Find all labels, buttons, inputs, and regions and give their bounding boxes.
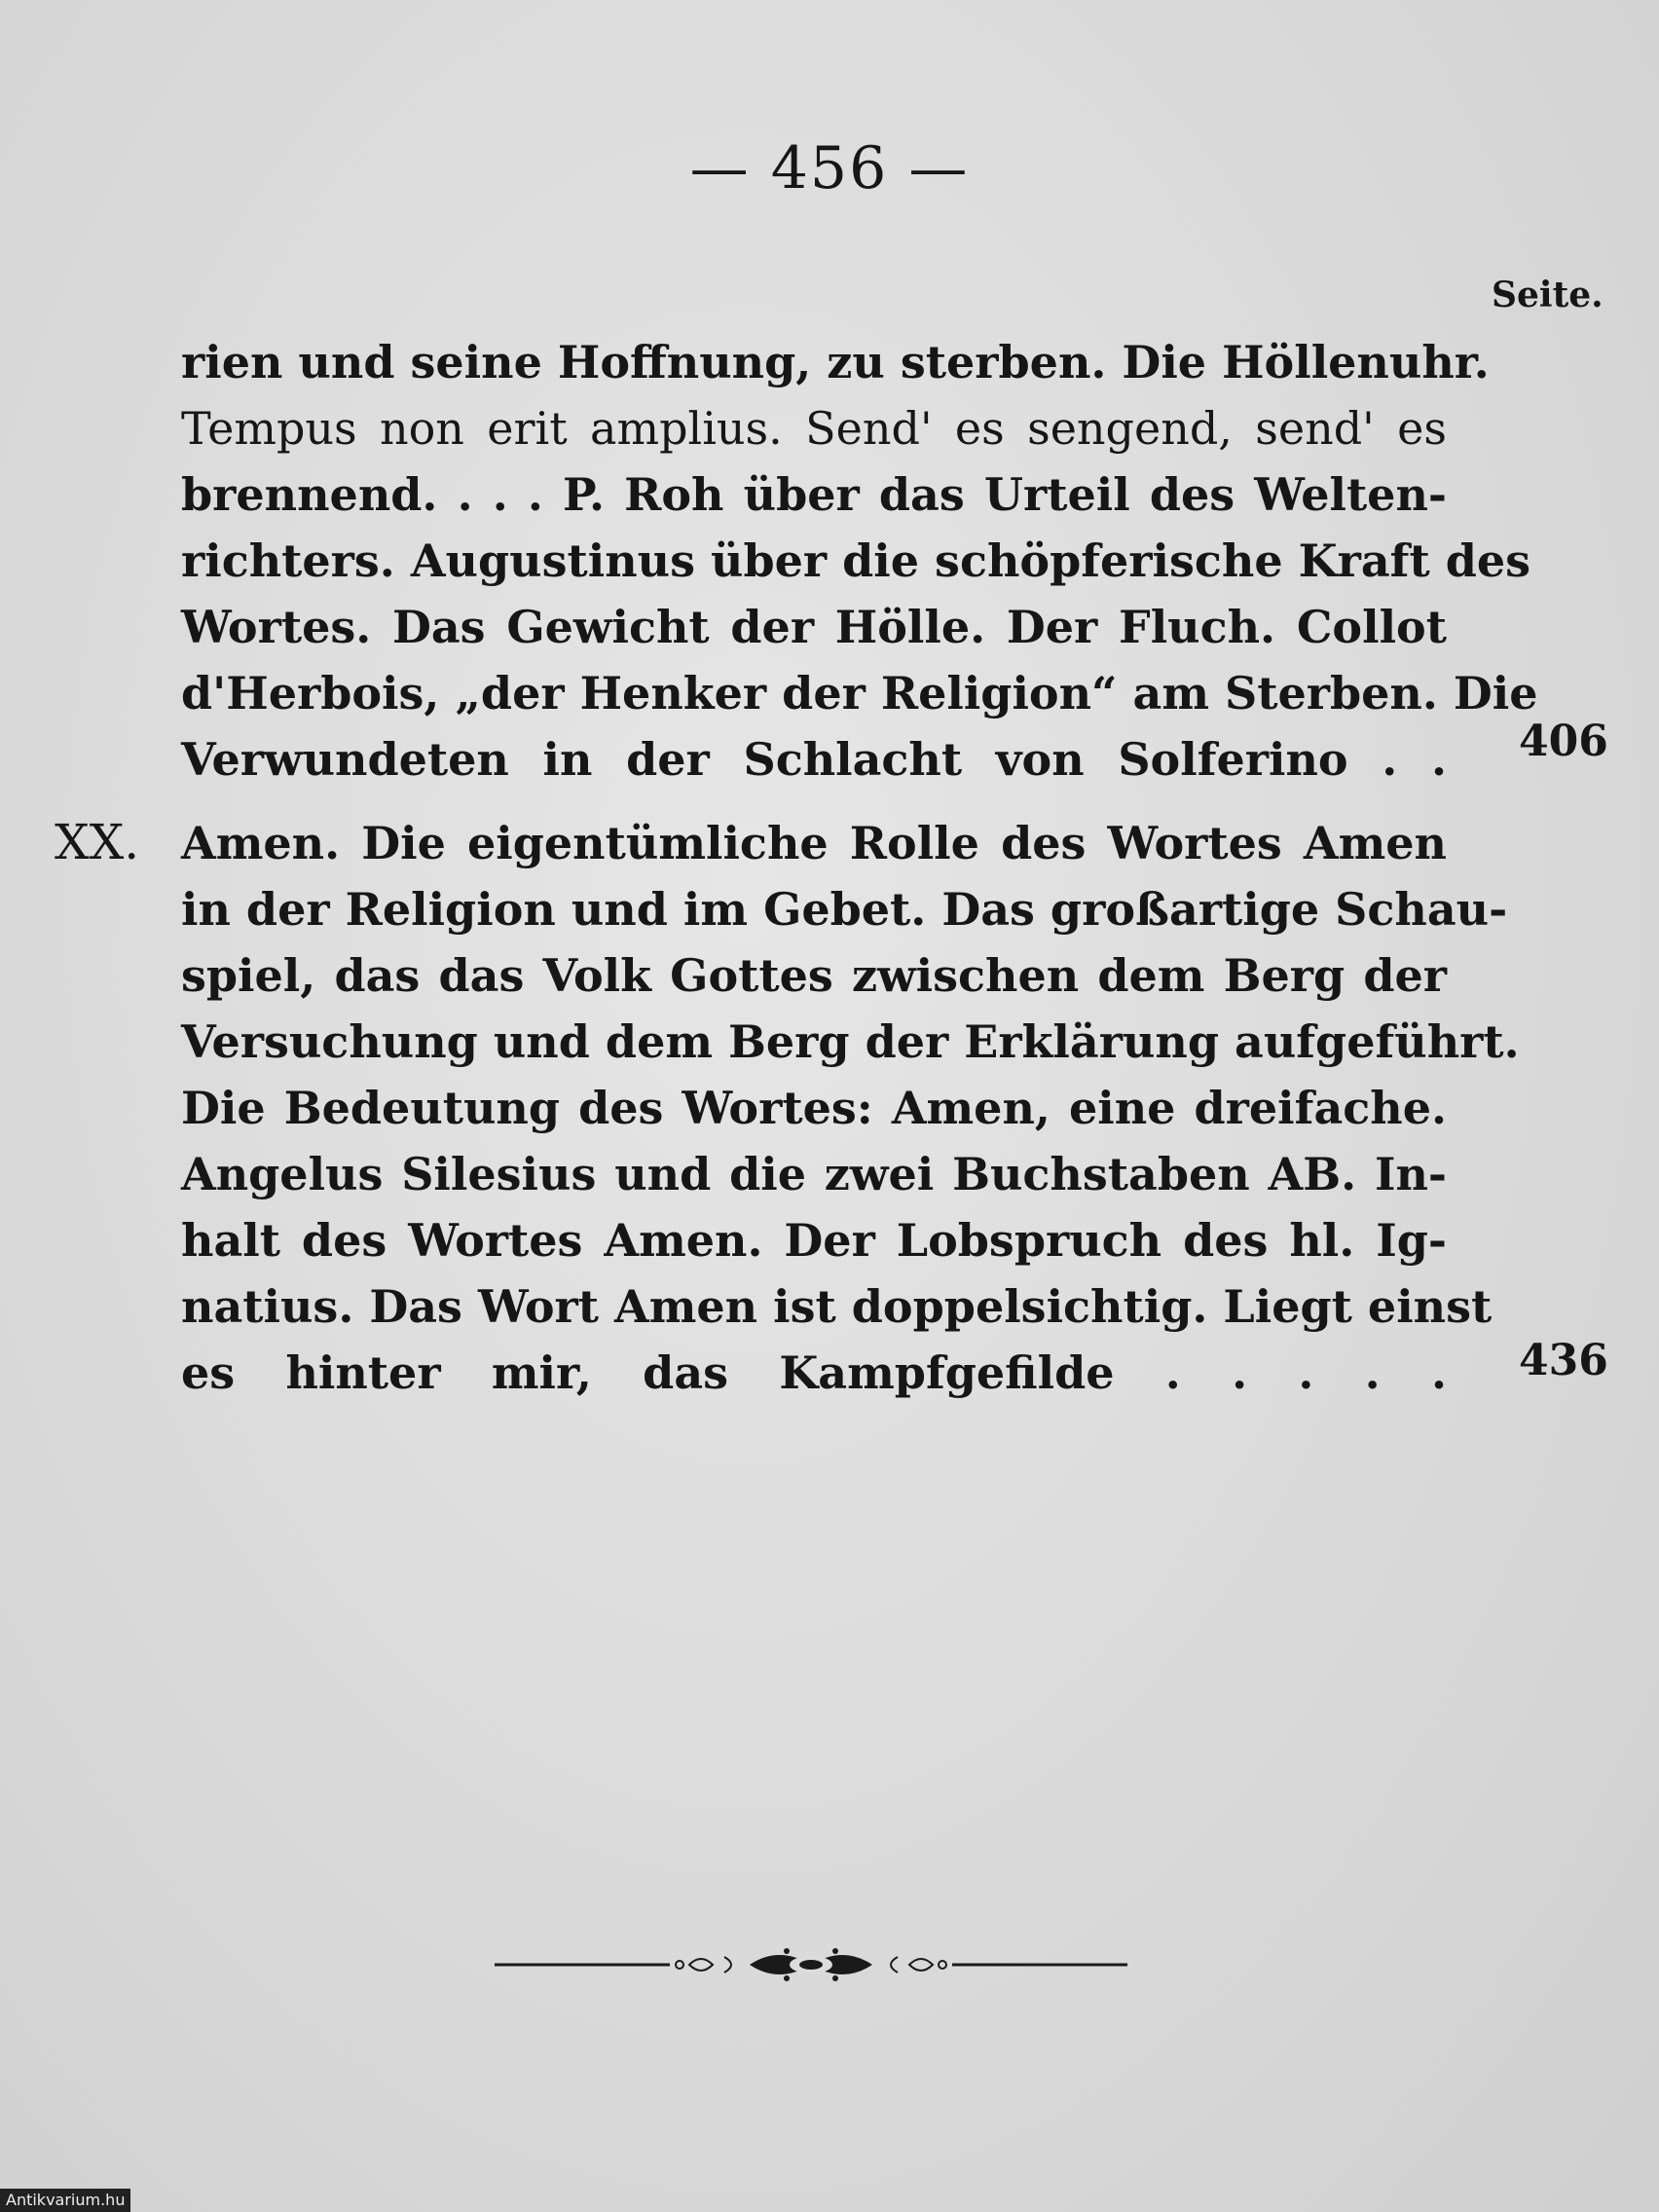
- entry-line: Tempus non erit amplius. Send' es sengend, send' es: [181, 402, 1447, 455]
- ornament-divider-icon: [495, 1943, 1127, 1986]
- entry-line: Angelus Silesius und die zwei Buchstaben AB. In-: [181, 1148, 1447, 1200]
- entry-line: brennend. . . . P. Roh über das Urteil des Welten-: [181, 468, 1447, 521]
- entry-page-number: 406: [1519, 717, 1608, 766]
- entry-text: [181, 329, 1538, 793]
- entry-line: d'Herbois, „der Henker der Religion“ am Sterben. Die: [181, 667, 1538, 719]
- entry-line: Versuchung und dem Berg der Erklärung aufgeführt.: [181, 1015, 1520, 1068]
- entry-line: halt des Wortes Amen. Der Lobspruch des hl. Ig-: [181, 1214, 1447, 1267]
- entry-line: richters. Augustinus über die schöpferische Kraft des: [181, 535, 1531, 587]
- page-number-header: — 456 —: [689, 134, 970, 203]
- entry-number: XX.: [55, 814, 140, 870]
- entry-line: natius. Das Wort Amen ist doppelsichtig. Liegt einst: [181, 1280, 1493, 1333]
- entry-line: rien und seine Hoffnung, zu sterben. Die Höllenuhr.: [181, 336, 1490, 388]
- entry-text: [181, 810, 1520, 1406]
- entry-page-number: 436: [1519, 1336, 1608, 1385]
- entry-line: es hinter mir, das Kampfgefilde . . . . .: [181, 1346, 1447, 1399]
- entry-line: Die Bedeutung des Wortes: Amen, eine dreifache.: [181, 1082, 1447, 1134]
- entry-line: spiel, das das Volk Gottes zwischen dem Berg der: [181, 949, 1447, 1002]
- entry-line: in der Religion und im Gebet. Das großartige Schau-: [181, 883, 1508, 936]
- entry-line: Wortes. Das Gewicht der Hölle. Der Fluch. Collot: [181, 601, 1447, 653]
- entry-line: Amen. Die eigentümliche Rolle des Wortes Amen: [181, 817, 1447, 869]
- entry-line: Verwundeten in der Schlacht von Solferino . .: [181, 733, 1447, 786]
- watermark: Antikvarium.hu: [0, 2189, 130, 2212]
- page-column-label: Seite.: [1492, 275, 1604, 315]
